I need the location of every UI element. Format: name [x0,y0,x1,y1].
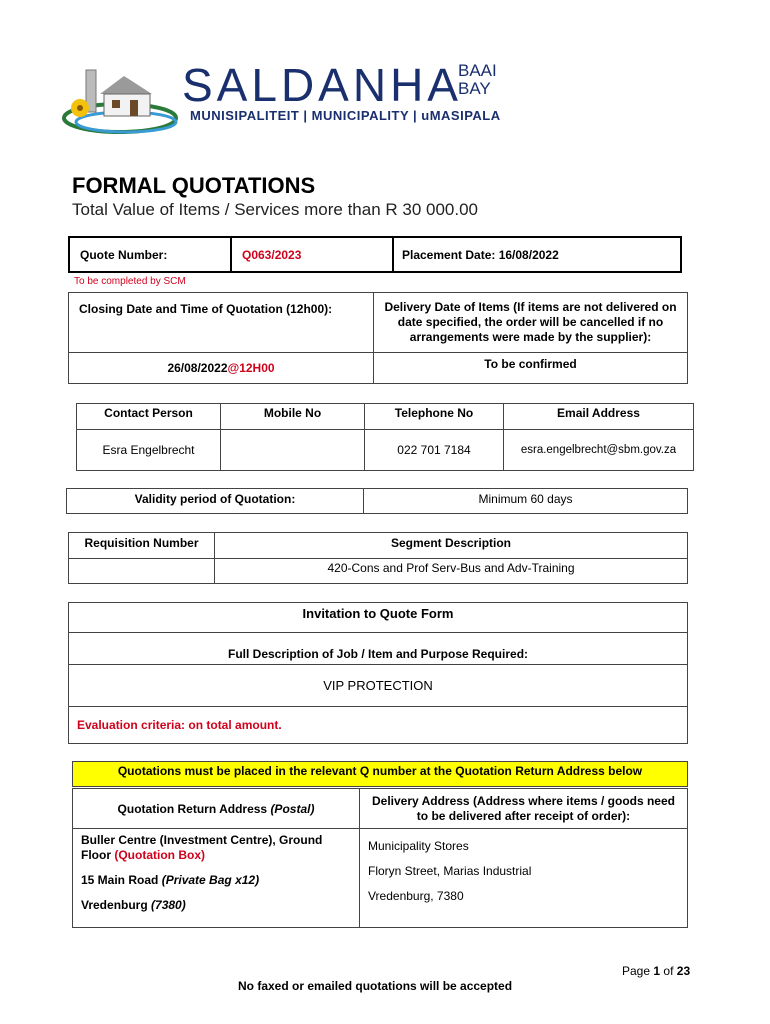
quotation-banner: Quotations must be placed in the relevant Q number at the Quotation Return Address below [72,761,688,787]
delivery-address-line3: Vredenburg, 7380 [368,889,464,903]
invitation-table [68,602,688,744]
contact-header-telephone: Telephone No [365,404,504,430]
validity-label: Validity period of Quotation: [67,489,364,514]
closing-date-label: Closing Date and Time of Quotation (12h00): [69,293,374,353]
job-description-label: Full Description of Job / Item and Purpose Required: [69,633,688,665]
validity-value: Minimum 60 days [364,489,688,514]
delivery-address-line1: Municipality Stores [368,839,469,853]
requisition-label: Requisition Number [69,533,215,559]
contact-telephone: 022 701 7184 [365,430,504,471]
delivery-address-value [360,829,688,928]
contact-table [76,403,694,471]
closing-date: 26/08/2022 [167,361,228,375]
job-description-value: VIP PROTECTION [69,665,688,707]
contact-mobile [221,430,365,471]
footer-notice: No faxed or emailed quotations will be accepted [238,979,513,993]
delivery-date-label: Delivery Date of Items (If items are not delivered on date specified, the order will be cancelled if no arrangements were made by the supplier): [374,293,688,353]
logo-baai: BAAI [458,61,497,80]
closing-time: @12H00 [227,361,275,375]
segment-label: Segment Description [215,533,688,559]
contact-header-mobile: Mobile No [221,404,365,430]
validity-table [66,488,688,514]
page-number: Page 1 of 23 [622,964,691,978]
closing-date-table [68,292,688,384]
return-address-line3: Vredenburg (7380) [81,898,186,912]
contact-email: esra.engelbrecht@sbm.gov.za [504,430,694,471]
logo-bay: BAY [458,79,491,98]
return-address-value [73,829,360,928]
placement-date: Placement Date: 16/08/2022 [393,237,681,272]
contact-person: Esra Engelbrecht [77,430,221,471]
delivery-address-label: Delivery Address (Address where items / goods need to be delivered after receipt of order): [360,789,688,829]
contact-header-email: Email Address [504,404,694,430]
logo-subtitle: MUNISIPALITEIT | MUNICIPALITY | uMASIPALA [190,108,501,123]
quote-number-value: Q063/2023 [231,237,393,272]
requisition-number [69,559,215,584]
delivery-date-value: To be confirmed [374,353,688,384]
quote-number-table [68,236,682,273]
invitation-title: Invitation to Quote Form [69,603,688,633]
scm-note: To be completed by SCM [74,276,186,287]
page-title: FORMAL QUOTATIONS [72,173,316,198]
return-address-label: Quotation Return Address (Postal) [73,789,360,829]
logo-name: SALDANHA [182,59,462,111]
logo-emblem [60,56,190,138]
requisition-table [68,532,688,584]
page-subtitle: Total Value of Items / Services more than R 30 000.00 [72,200,479,219]
contact-header-person: Contact Person [77,404,221,430]
evaluation-criteria: Evaluation criteria: on total amount. [69,707,688,744]
return-address-line1: Buller Centre (Investment Centre), Ground Floor (Quotation Box) [81,833,323,862]
address-table [72,788,688,928]
closing-date-value [69,353,374,384]
delivery-address-line2: Floryn Street, Marias Industrial [368,864,532,878]
segment-value: 420-Cons and Prof Serv-Bus and Adv-Training [215,559,688,584]
municipality-logo [60,56,520,146]
quote-number-label: Quote Number: [69,237,231,272]
return-address-line2: 15 Main Road (Private Bag x12) [81,873,260,887]
